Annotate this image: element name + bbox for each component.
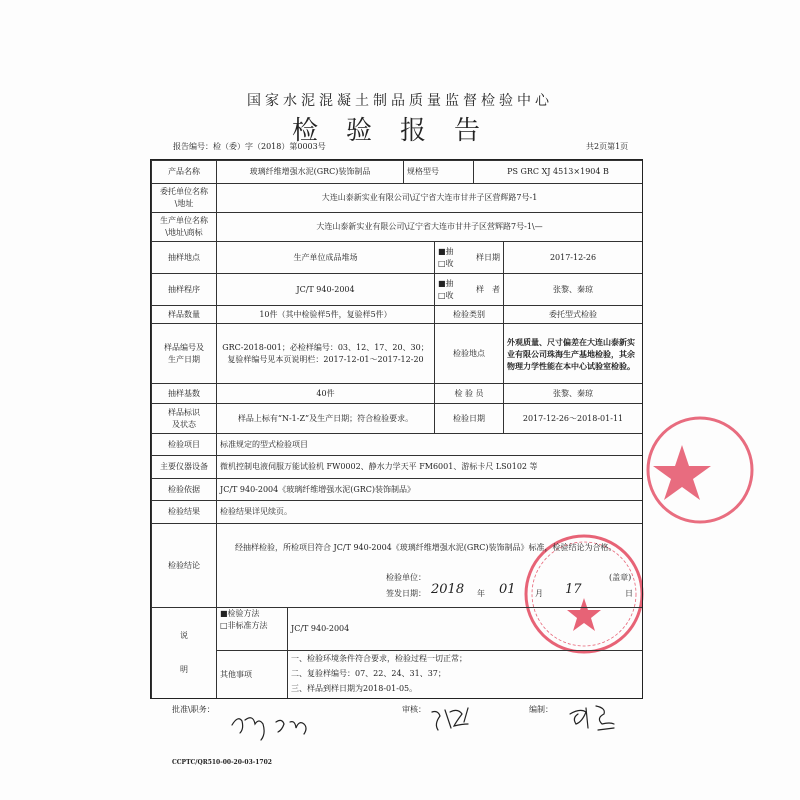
equipment-label: 主要仪器设备 <box>151 455 217 479</box>
other-item: 二、复验样编号：07、22、24、31、37； <box>291 669 446 678</box>
report-number: 报告编号：检（委）字（2018）第0003号 <box>173 142 326 151</box>
issue-date-label: 签发日期： <box>386 589 426 598</box>
test-place-label: 检验地点 <box>434 323 504 384</box>
basis-label: 检验依据 <box>151 478 217 501</box>
producer-label: 生产单位名称\地址\商标 <box>151 212 217 242</box>
sampler: 张黎、秦琼 <box>503 273 643 306</box>
page-info: 共2页第1页 <box>586 142 629 151</box>
sampling-place: 生产单位成品堆场 <box>216 241 435 274</box>
sample-no: GRC-2018-001；必检样编号：03、12、17、20、30；复验样编号见本页说明栏：2017-12-01～2017-12-20 <box>216 323 435 384</box>
sampler-label: 样 者 <box>476 284 500 294</box>
sampling-place-label: 抽样地点 <box>151 241 217 274</box>
sampling-proc-label: 抽样程序 <box>151 273 217 306</box>
qty-label: 样品数量 <box>151 305 217 324</box>
seal-label: (盖章) <box>609 573 632 582</box>
checkbox-group <box>438 278 454 302</box>
issue-day: 17 <box>565 582 582 597</box>
unit-label: 检验单位： <box>386 573 426 582</box>
sample-date-cell <box>434 241 504 274</box>
test-date: 2017-12-26～2018-01-11 <box>503 403 643 434</box>
qty: 10件（其中检验样5件，复验样5件） <box>216 305 435 324</box>
receive-checkbox[interactable]: □收 <box>438 290 454 300</box>
test-place: 外观质量、尺寸偏差在大连山泰新实业有限公司珠海生产基地检验，其余物理力学性能在本中心试验室检验。 <box>503 323 643 384</box>
method-value: JC/T 940-2004 <box>287 607 643 651</box>
issue-year-unit: 年 <box>477 589 485 598</box>
basis: JC/T 940-2004《玻璃纤维增强水泥(GRC)装饰制品》 <box>216 478 643 501</box>
receive-checkbox[interactable]: □收 <box>438 258 454 268</box>
method-cell <box>216 607 288 651</box>
base-qty: 40件 <box>216 383 435 404</box>
method-nonstandard-checkbox[interactable]: □非标准方法 <box>220 621 268 630</box>
sample-date: 2017-12-26 <box>503 241 643 274</box>
sampling-proc: JC/T 940-2004 <box>216 273 435 306</box>
inspector: 张黎、秦琼 <box>503 383 643 404</box>
org-name: 国家水泥混凝土制品质量监督检验中心 <box>247 93 553 109</box>
other-label: 其他事项 <box>216 650 288 699</box>
test-date-label: 检验日期 <box>434 403 504 434</box>
draw-checkbox[interactable]: ■抽 <box>438 246 454 256</box>
spec-label: 规格型号 <box>403 160 474 184</box>
other-item: 一、检验环境条件符合要求，检验过程一切正常； <box>291 654 467 663</box>
other-items <box>287 650 643 699</box>
product-name: 玻璃纤维增强水泥(GRC)装饰制品 <box>216 160 404 184</box>
other-item: 三、样品到样日期为2018-01-05。 <box>291 684 418 693</box>
method-standard-checkbox[interactable]: ■检验方法 <box>220 609 260 618</box>
notes-label-1: 说 <box>180 631 188 640</box>
items-label: 检验项目 <box>151 433 217 456</box>
product-name-label: 产品名称 <box>151 160 217 184</box>
result-label: 检验结果 <box>151 500 217 524</box>
notes-label-2: 明 <box>180 665 188 674</box>
page-title: 检验报告 <box>291 116 508 146</box>
marking-label: 样品标识及状态 <box>151 403 217 434</box>
conclusion: 经抽样检验，所检项目符合 JC/T 940-2004《玻璃纤维增强水泥(GRC)装饰制品》标准，检验结论为合格。 <box>235 543 617 552</box>
notes-label <box>151 607 217 699</box>
spec: PS GRC XJ 4513×1904 B <box>473 160 643 184</box>
sample-date-label: 样日期 <box>476 252 500 262</box>
form-code: CCPTC/QR510-00-20-03-1702 <box>172 759 272 766</box>
review-label: 审核： <box>402 705 426 714</box>
result: 检验结果详见续页。 <box>216 500 643 524</box>
compile-label: 编制： <box>529 705 553 714</box>
issue-day-unit: 日 <box>625 589 633 598</box>
conclusion-cell <box>216 523 643 608</box>
base-qty-label: 抽样基数 <box>151 383 217 404</box>
client-label: 委托单位名称\地址 <box>151 183 217 213</box>
equipment: 微机控制电液伺服万能试验机 FW0002、静水力学天平 FM6001、游标卡尺 LS0102 等 <box>216 455 643 479</box>
producer: 大连山泰新实业有限公司\辽宁省大连市甘井子区营辉路7号-1\— <box>216 212 643 242</box>
approve-label: 批准\职务： <box>172 705 215 714</box>
inspector-label: 检 验 员 <box>434 383 504 404</box>
conclusion-label: 检验结论 <box>151 523 217 608</box>
test-type-label: 检验类别 <box>434 305 504 324</box>
checkbox-group <box>438 246 454 270</box>
items: 标准规定的型式检验项目 <box>216 433 643 456</box>
marking: 样品上标有“N-1-Z”及生产日期；符合检验要求。 <box>216 403 435 434</box>
sample-no-label: 样品编号及生产日期 <box>151 323 217 384</box>
sampler-cell <box>434 273 504 306</box>
issue-month-unit: 月 <box>535 589 543 598</box>
client: 大连山泰新实业有限公司\辽宁省大连市甘井子区营辉路7号-1 <box>216 183 643 213</box>
issue-year: 2018 <box>431 582 465 597</box>
issue-month: 01 <box>499 582 516 597</box>
draw-checkbox[interactable]: ■抽 <box>438 278 454 288</box>
test-type: 委托型式检验 <box>503 305 643 324</box>
